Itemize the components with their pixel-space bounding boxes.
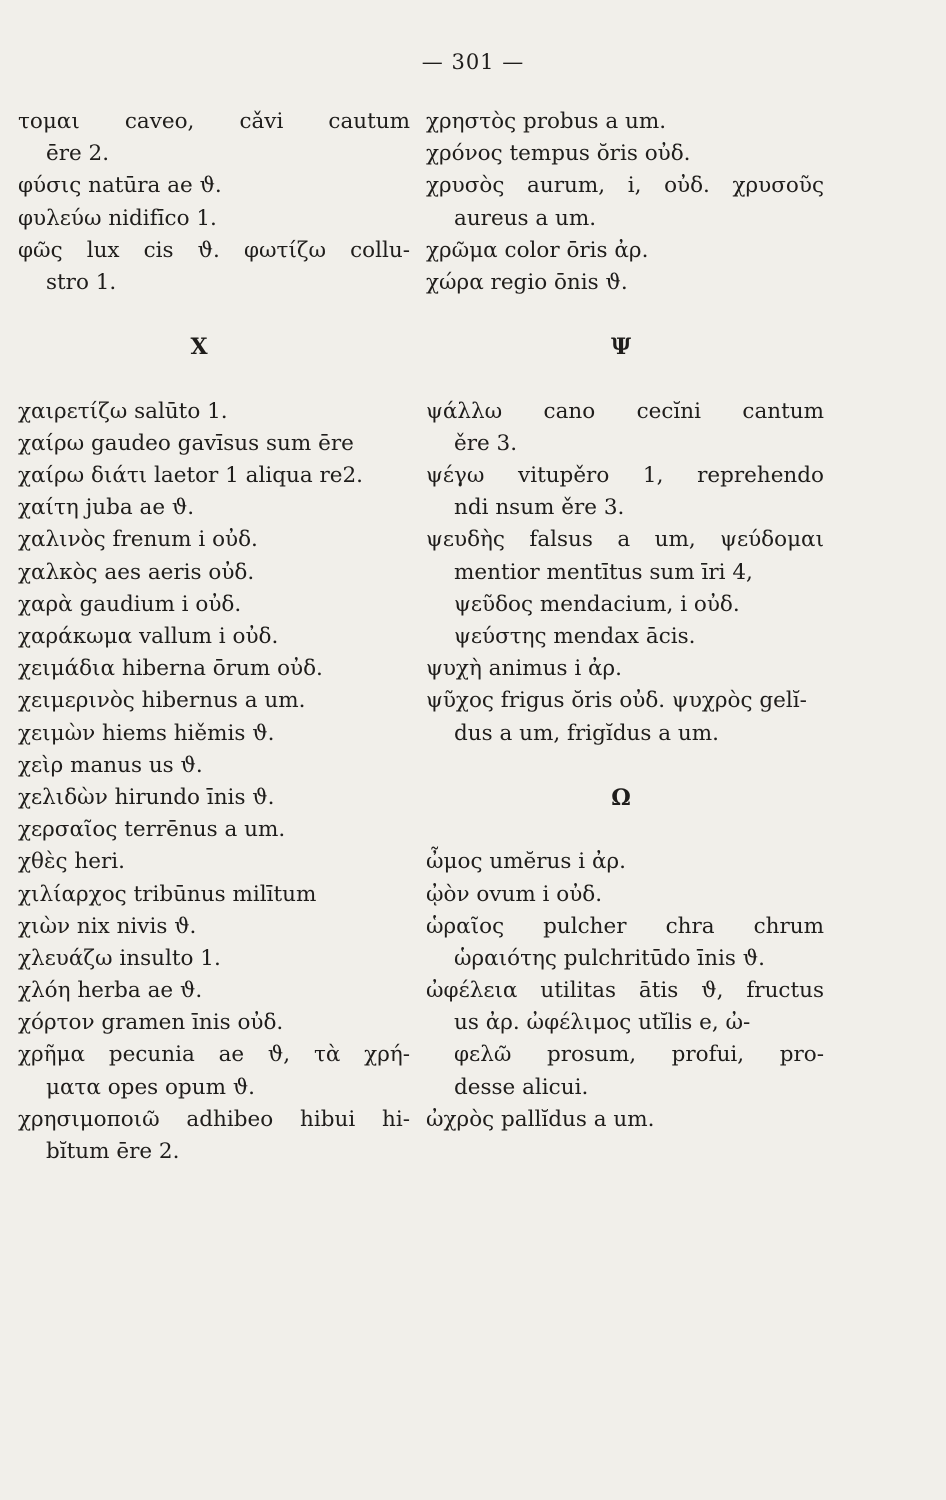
entry-line: ěre 3. (454, 430, 518, 456)
entry-line: χιλίαρχος tribūnus milītum (18, 881, 317, 907)
entry-line: ὦμος umĕrus i ἀρ. (426, 849, 626, 875)
entry-line: χειμὼν hiems hiěmis ϑ. (18, 720, 275, 746)
right-column (426, 106, 824, 1136)
entry-line: dus a um, frigĭdus a um. (454, 720, 719, 746)
entry-line: ψευδὴς falsus a um, ψεύδομαι (426, 527, 824, 553)
entry-line: ψεύστης mendax ācis. (454, 624, 696, 649)
entry-line: mentior mentītus sum īri 4, (454, 559, 753, 585)
entry-line: χαράκωμα vallum i οὐδ. (18, 624, 279, 649)
entry-line: χαρὰ gaudium i οὐδ. (18, 591, 242, 617)
entry-line: χαίρω διάτι laetor 1 aliqua re2. (18, 463, 364, 489)
entry-line: χειμερινὸς hibernus a um. (18, 688, 306, 714)
entry-line: τομαι caveo, cǎvi cautum (18, 109, 410, 134)
entry-line: χρόνος tempus ŏris οὐδ. (426, 141, 691, 167)
entry-line: χαλκὸς aes aeris οὐδ. (18, 559, 255, 585)
entry-line: ὠχρὸς pallĭdus a um. (426, 1106, 655, 1132)
entry-line: χώρα regio ōnis ϑ. (426, 269, 628, 295)
left-column (18, 106, 410, 1168)
entry-line: bĭtum ēre 2. (46, 1139, 180, 1164)
entry-line: χιὼν nix nivis ϑ. (18, 913, 197, 939)
entry-line: ψῦχος frigus ŏris οὐδ. ψυχρὸς gelĭ- (426, 688, 807, 714)
entry-line: ὠφέλεια utilitas ātis ϑ, fructus (426, 978, 824, 1004)
section-heading-omega: Ω (611, 784, 631, 811)
entry-line: χαιρετίζω salūto 1. (18, 398, 228, 424)
section-heading-psi: Ψ (610, 334, 632, 361)
entry-line: ψέγω vitupěro 1, reprehendo (426, 463, 824, 489)
entry-line: χερσαῖος terrēnus a um. (18, 817, 286, 843)
entry-line: φυλεύω nidifīco 1. (18, 205, 217, 231)
entry-line: φελῶ prosum, profui, pro- (454, 1042, 824, 1068)
entry-line: χρηστὸς probus a um. (426, 109, 667, 134)
entry-line: χρησιμοποιῶ adhibeo hibui hi- (18, 1106, 410, 1132)
entry-line: ᾠὸν ovum i οὐδ. (426, 881, 603, 907)
entry-line: φῶς lux cis ϑ. φωτίζω collu- (18, 237, 410, 263)
entry-line: ndi nsum ěre 3. (454, 495, 625, 521)
entry-line: ὡραιότης pulchritūdo īnis ϑ. (454, 945, 765, 971)
entry-line: χελιδὼν hirundo īnis ϑ. (18, 784, 275, 810)
entry-line: χαλινὸς frenum i οὐδ. (18, 527, 258, 553)
entry-line: χαίρω gaudeo gavīsus sum ēre (18, 430, 354, 456)
section-heading-chi: X (190, 334, 208, 361)
entry-line: χόρτον gramen īnis οὐδ. (18, 1010, 284, 1036)
page-number: — 301 — (421, 50, 525, 74)
entry-line: χαίτη juba ae ϑ. (18, 495, 195, 521)
entry-line: desse alicui. (454, 1074, 589, 1100)
entry-line: ὡραῖος pulcher chra chrum (426, 913, 824, 939)
entry-line: χειμάδια hiberna ōrum οὐδ. (18, 656, 323, 682)
entry-line: χρῆμα pecunia ae ϑ, τὰ χρή- (18, 1042, 410, 1068)
entry-line: ēre 2. (46, 141, 110, 167)
entry-line: aureus a um. (454, 205, 597, 231)
entry-line: χρυσὸς aurum, i, οὐδ. χρυσοῦς (426, 173, 824, 199)
entry-line: ψυχὴ animus i ἀρ. (426, 656, 623, 682)
entry-line: φύσις natūra ae ϑ. (18, 173, 222, 199)
entry-line: ψάλλω cano cecĭni cantum (426, 398, 824, 424)
entry-line: χθὲς heri. (18, 849, 125, 875)
entry-line: ματα opes opum ϑ. (46, 1074, 256, 1100)
entry-line: stro 1. (46, 269, 117, 295)
entry-line: χρῶμα color ōris ἀρ. (426, 237, 649, 263)
entry-line: us ἀρ. ὠφέλιμος utĭlis e, ὠ- (454, 1010, 751, 1036)
entry-line: ψεῦδος mendacium, i οὐδ. (454, 591, 740, 617)
entry-line: χλευάζω insulto 1. (18, 945, 221, 971)
entry-line: χεὶρ manus us ϑ. (18, 752, 203, 778)
entry-line: χλόη herba ae ϑ. (18, 978, 203, 1004)
